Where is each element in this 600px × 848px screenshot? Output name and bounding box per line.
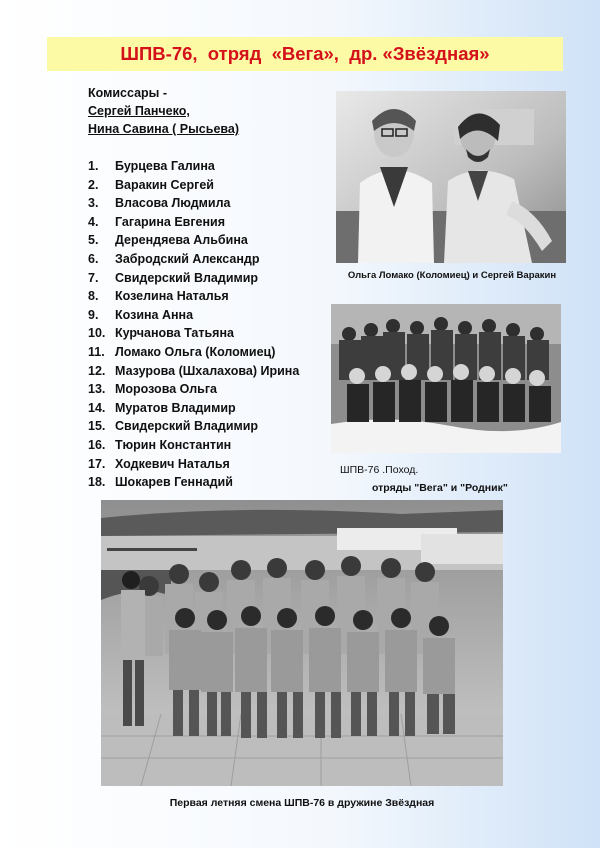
list-item-number: 16.: [88, 437, 106, 452]
list-item: [88, 362, 299, 381]
list-item-number: 17.: [88, 456, 106, 471]
hike-caption-line2: отряды "Вега" и "Родник": [372, 482, 508, 494]
list-item-name: Дерендяева Альбина: [115, 233, 248, 248]
list-item-number: 14.: [88, 400, 106, 415]
title-banner: [47, 37, 563, 71]
list-item-name: Шокарев Геннадий: [115, 475, 233, 490]
list-item-name: Муратов Владимир: [115, 400, 236, 415]
list-item-name: Варакин Сергей: [115, 177, 214, 192]
member-list: [88, 157, 299, 492]
group-photo-illustration: [101, 500, 503, 786]
list-item: [88, 306, 299, 325]
list-item-name: Тюрин Константин: [115, 437, 232, 452]
list-item-name: Ломако Ольга (Коломиец): [115, 344, 276, 359]
list-item-number: 15.: [88, 419, 106, 434]
list-item: [88, 436, 299, 455]
commissar-name: Сергей Панчеко,: [88, 104, 190, 118]
list-item: [88, 231, 299, 250]
list-item-number: 3.: [88, 196, 99, 211]
portrait-caption: Ольга Ломако (Коломиец) и Сергей Варакин: [347, 270, 557, 281]
list-item-number: 5.: [88, 233, 99, 248]
commissar-name: Нина Савина ( Рысьева): [88, 122, 240, 136]
list-item-number: 2.: [88, 177, 99, 192]
list-item: [88, 343, 299, 362]
group-caption: Первая летняя смена ШПВ-76 в дружине Звёздная: [169, 797, 435, 809]
list-item-name: Козина Анна: [115, 307, 194, 322]
list-item-number: 18.: [88, 475, 106, 490]
hike-caption-line1: ШПВ-76 .Поход.: [340, 464, 419, 476]
list-item-number: 10.: [88, 326, 106, 341]
list-item-number: 11.: [88, 344, 105, 359]
list-item: [88, 269, 299, 288]
list-item-name: Свидерский Владимир: [115, 419, 259, 434]
list-item-name: Ходкевич Наталья: [115, 456, 230, 471]
list-item: [88, 455, 299, 474]
list-item-name: Курчанова Татьяна: [115, 326, 234, 341]
hike-photo: [331, 304, 561, 453]
list-item: [88, 213, 299, 232]
list-item-name: Забродский Александр: [115, 251, 260, 266]
page-title: ШПВ-76, отряд «Вега», др. «Звёздная»: [120, 43, 490, 64]
group-photo: [101, 500, 503, 786]
list-item-number: 7.: [88, 270, 99, 285]
list-item-name: Морозова Ольга: [115, 382, 217, 397]
list-item: [88, 176, 299, 195]
list-item-name: Гагарина Евгения: [115, 214, 226, 229]
list-item-number: 13.: [88, 382, 106, 397]
list-item-number: 1.: [88, 159, 99, 173]
list-item: [88, 473, 299, 492]
list-item: [88, 380, 299, 399]
hike-photo-illustration: [331, 304, 561, 453]
list-item-name: Свидерский Владимир: [115, 270, 259, 285]
list-item-number: 12.: [88, 363, 106, 378]
list-item: [88, 250, 299, 269]
list-item-name: Бурцева Галина: [115, 159, 215, 173]
list-item-number: 9.: [88, 307, 99, 322]
list-item: [88, 157, 299, 176]
commissars-block: [88, 84, 239, 138]
list-item: [88, 399, 299, 418]
list-item-number: 8.: [88, 289, 99, 304]
list-item-name: Мазурова (Шхалахова) Ирина: [115, 363, 300, 378]
list-item-number: 4.: [88, 214, 99, 229]
commissars-heading: Комиссары -: [88, 86, 167, 100]
list-item: [88, 287, 299, 306]
list-item: [88, 324, 299, 343]
portrait-photo-illustration: [336, 91, 566, 263]
portrait-photo: [336, 91, 566, 263]
list-item-name: Козелина Наталья: [115, 289, 229, 304]
list-item-number: 6.: [88, 251, 99, 266]
list-item: [88, 417, 299, 436]
list-item: [88, 194, 299, 213]
list-item-name: Власова Людмила: [115, 196, 231, 211]
